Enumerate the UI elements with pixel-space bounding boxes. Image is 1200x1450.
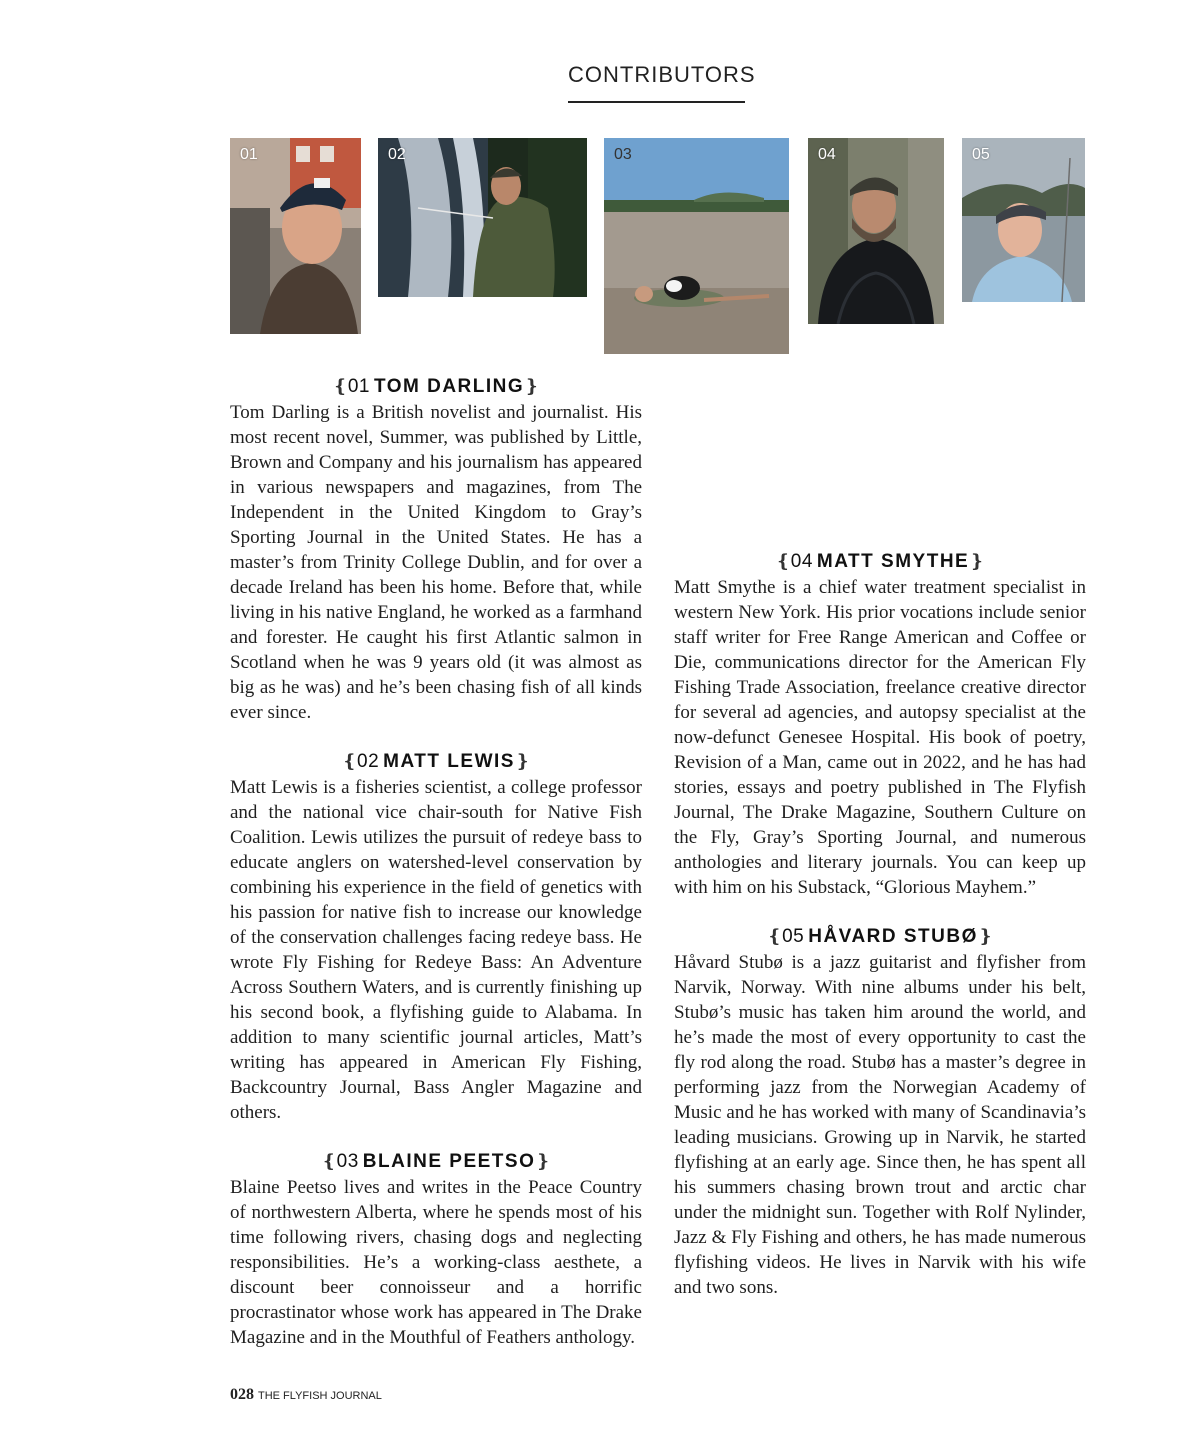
contributor-number: 04 (790, 551, 813, 572)
photo-number: 02 (388, 146, 406, 163)
contributor-heading (674, 924, 1086, 950)
photo-havard-stubo (962, 138, 1085, 302)
contributor-number: 05 (782, 926, 805, 947)
contributor-heading (674, 549, 1086, 575)
contributor-bio: Tom Darling is a British novelist and journalist. His most recent novel, Summer, was published by Little, Brown and Company and his journalism has appeared in various newspapers and magazines, from The Independent in the United Kingdom to Gray’s Sporting Journal in the United States. He has a master’s from Trinity College Dublin, and for over a decade Ireland has been his home. Before that, while living in his native England, he worked as a farmhand and forester. He caught his first Atlantic salmon in Scotland when he was 9 years old (it was almost as big as he was) and he’s been chasing fish of all kinds ever since. (230, 402, 642, 723)
contributor-bio: Håvard Stubø is a jazz guitarist and flyfisher from Narvik, Norway. With nine albums under his belt, Stubø’s music has taken him around the world, and he’s made the most of every opportunity to cast the fly rod along the road. Stubø has a master’s degree in performing jazz from the Norwegian Academy of Music and he has worked with many of Scandinavia’s leading musicians. Growing up in Narvik, he started flyfishing at an early age. Since then, he has spent all his summers chasing brown trout and arctic char under the midnight sun. Together with Rolf Nylinder, Jazz & Fly Fishing and others, he has made numerous flyfishing videos. He lives in Narvik with his wife and two sons. (674, 952, 1086, 1298)
ornament-left: ❴ (341, 751, 358, 772)
ornament-left: ❴ (767, 926, 783, 947)
contributor-bio: Matt Lewis is a fisheries scientist, a college professor and the national vice chair-south for Native Fish Coalition. Lewis utilizes the pursuit of redeye bass to educate anglers on watershed-level conservation by combining his experience in the field of genetics with his passion for native fish to increase our knowledge of the conservation challenges facing redeye bass. He wrote Fly Fishing for Redeye Bass: An Adventure Across Southern Waters, and is currently finishing up his second book, a flyfishing guide to Alabama. In addition to many scientific journal articles, Matt’s writing has appeared in American Fly Fishing, Backcountry Journal, Bass Angler Magazine and others. (230, 777, 642, 1123)
contributor-name: BLAINE PEETSO (362, 1151, 536, 1172)
contributor-entry (230, 374, 642, 725)
contributor-heading (230, 1149, 642, 1175)
photo-matt-lewis (378, 138, 587, 297)
ornament-right: ❵ (535, 1151, 551, 1172)
photo-matt-smythe (808, 138, 944, 324)
ornament-right: ❵ (977, 926, 993, 947)
portrait-image (230, 138, 361, 334)
ornament-left: ❴ (775, 551, 791, 572)
river-dog-image (604, 138, 789, 354)
contributor-bio: Blaine Peetso lives and writes in the Peace Country of northwestern Alberta, where he spends most of his time following rivers, chasing dogs and neglecting responsibilities. He’s a working-class aesthete, a discount beer connoisseur and a horrific procrastinator whose work has appeared in The Drake Magazine and in the Mouthful of Feathers anthology. (230, 1177, 642, 1348)
contributor-number: 02 (357, 751, 380, 772)
ornament-right: ❵ (514, 751, 531, 772)
left-column (230, 374, 642, 1374)
portrait-image (808, 138, 944, 324)
contributor-name: TOM DARLING (373, 376, 525, 397)
contributor-name: MATT LEWIS (383, 751, 515, 772)
contributor-entry (230, 1149, 642, 1350)
ornament-right: ❵ (524, 376, 540, 397)
publication-name: THE FLYFISH JOURNAL (258, 1390, 382, 1402)
title-underline (568, 101, 745, 103)
photo-blaine-peetso (604, 138, 789, 354)
contributor-entry (230, 749, 642, 1125)
contributor-number: 03 (336, 1151, 359, 1172)
page-number: 028 (230, 1386, 254, 1403)
contributor-bio: Matt Smythe is a chief water treatment specialist in western New York. His prior vocations include senior staff writer for Free Range American and Coffee or Die, communications director for the American Fly Fishing Trade Association, freelance creative director for several ad agencies, and autopsy specialist at the now-defunct Genesee Hospital. His book of poetry, Revision of a Man, came out in 2022, and he has had stories, essays and poetry published in The Flyfish Journal, The Drake Magazine, Southern Culture on the Fly, Gray’s Sporting Journal, and numerous anthologies and literary journals. You can keep up with him on his Substack, “Glorious Mayhem.” (674, 577, 1086, 898)
page-footer (230, 1386, 382, 1404)
right-column (674, 549, 1086, 1324)
photo-number: 04 (818, 146, 836, 163)
photo-number: 01 (240, 146, 258, 163)
contributor-entry (674, 549, 1086, 900)
ornament-left: ❴ (332, 376, 348, 397)
photo-number: 05 (972, 146, 990, 163)
contributor-name: MATT SMYTHE (816, 551, 970, 572)
page-title: CONTRIBUTORS (568, 62, 756, 87)
ornament-left: ❴ (321, 1151, 337, 1172)
fly-casting-image (378, 138, 587, 297)
contributor-name: HÅVARD STUBØ (808, 926, 978, 947)
ornament-right: ❵ (969, 551, 985, 572)
contributor-number: 01 (347, 376, 370, 397)
contributor-entry (674, 924, 1086, 1300)
contributor-heading (230, 749, 642, 775)
contributor-heading (230, 374, 642, 400)
photo-tom-darling (230, 138, 361, 334)
photo-number: 03 (614, 146, 632, 163)
